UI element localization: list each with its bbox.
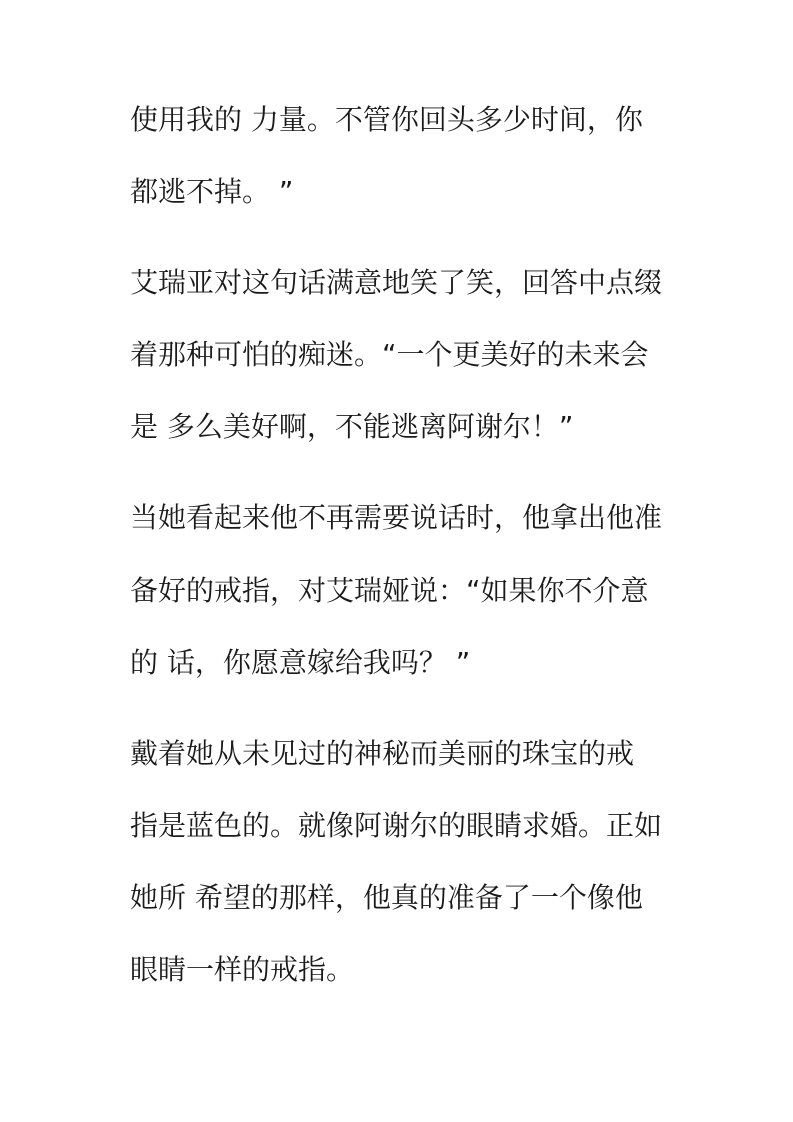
text-line: 她所 希望的那样，他真的准备了一个像他 (130, 881, 643, 914)
text-line: 当她看起来他不再需要说话时，他拿出他准 (130, 501, 663, 534)
text-line: 是 多么美好啊，不能逃离阿谢尔！” (130, 410, 574, 443)
text-line: 都逃不掉。 ” (130, 175, 294, 208)
text-line: 艾瑞亚对这句话满意地笑了笑，回答中点缀 (130, 266, 663, 299)
text-line: 备好的戒指，对艾瑞娅说：“如果你不介意 (130, 574, 649, 607)
text-line: 戴着她从未见过的神秘而美丽的珠宝的戒 (130, 737, 635, 770)
text-line: 着那种可怕的痴迷。“一个更美好的未来会 (130, 338, 649, 371)
text-line: 的 话，你愿意嫁给我吗？ ” (130, 646, 471, 679)
text-line: 眼睛一样的戒指。 (130, 953, 355, 986)
text-line: 使用我的 力量。不管你回头多少时间，你 (130, 103, 643, 136)
text-line: 指是蓝色的。就像阿谢尔的眼睛求婚。正如 (130, 809, 663, 842)
